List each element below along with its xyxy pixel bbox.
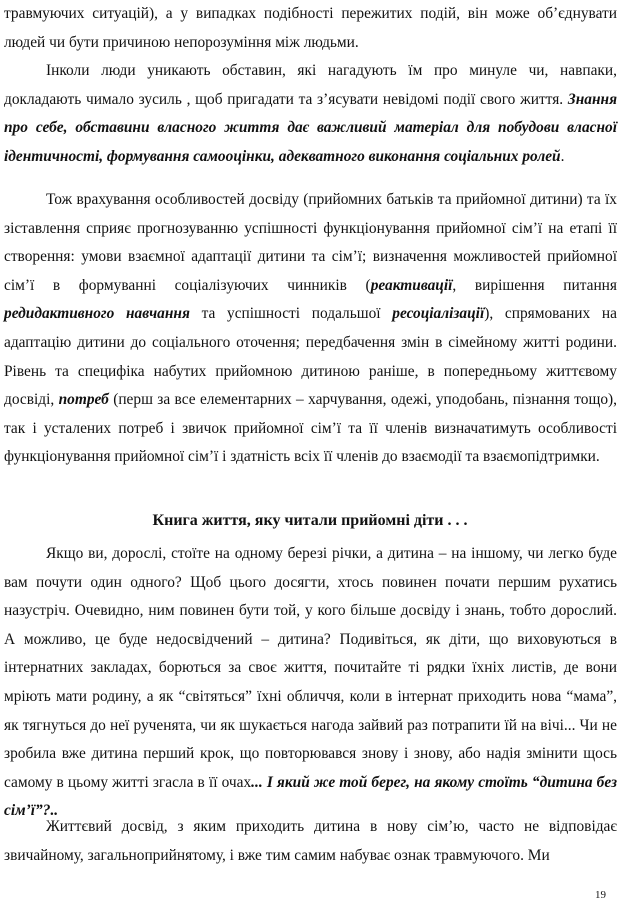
paragraph-self-knowledge [4, 57, 617, 171]
emphasis-redidactive-learning: редидактивного навчання [4, 305, 190, 323]
paragraph-river-metaphor [4, 540, 617, 826]
emphasis-needs: потреб [58, 391, 109, 409]
paragraph-intro-text: травмуючих ситуацій), а у випадках подібності пережитих подій, він може об’єднувати людей чи бути причиною непорозуміння між людьми. [4, 5, 617, 51]
paragraph-text: , вирішення питання [452, 276, 617, 294]
paragraph-text: (перш за все елементарних – харчування, одежі, уподобань, пізнання тощо), так і усталених потреб і звичок прийомної сім’ї та її членів визначатимуть особливості функціонування прийомної сім’ї і здатність всіх її членів до взаємодії та взаємопідтримки. [4, 391, 617, 466]
section-heading: Книга життя, яку читали прийомні діти . . . [152, 512, 468, 529]
paragraph-life-experience [4, 813, 617, 870]
paragraph-text: . [560, 147, 565, 165]
paragraph-text: та успішності подальшої [189, 305, 393, 323]
paragraph-experience [4, 186, 617, 472]
paragraph-text: Інколи люди уникають обставин, які нагадують їм про минуле чи, навпаки, докладають чимало зусиль , щоб пригадати та з’ясувати невідомі події свого життя. [4, 62, 617, 108]
emphasis-reactivation: реактивації [370, 276, 453, 294]
paragraph-text: ), спрямованих на адаптацію дитини до соціального оточення; передбачення змін в сімейному житті родини. Рівень та специфіка набутих прийомною дитиною раніше, в попередньому життєвому досвіді, [4, 305, 617, 409]
emphasis-text: Знання про себе, обставини власного життя дає важливий матеріал для побудови власної ідентичності, формування самооцінки, адекватного виконання соціальних ролей [4, 90, 617, 165]
paragraph-text: Життєвий досвід, з яким приходить дитина в нову сім’ю, часто не відповідає звичайному, загальноприйнятому, і вже тим самим набуває ознак травмуючого. Ми [4, 818, 617, 864]
page-number: 19 [595, 889, 606, 901]
paragraph-text: Тож врахування особливостей досвіду (прийомних батьків та прийомної дитини) та їх зіставлення сприяє прогнозуванню успішності функціонування прийомної сім’ї на етапі її створення: умови взаємної адаптації дитини та сім’ї; визначення можливостей прийомної сім’ї в формуванні соціалізуючих чинників ( [4, 191, 617, 294]
paragraph-intro [4, 0, 617, 57]
emphasis-question: ... І який же той берег, на якому стоїть “дитина без сім’ї”?.. [4, 773, 617, 820]
emphasis-resocialization: ресоціалізації [392, 305, 485, 323]
paragraph-text: Якщо ви, дорослі, стоїте на одному березі річки, а дитина – на іншому, чи легко буде вам почути один одного? Щоб цього досягти, хтось повинен почати першим рухатись назустріч. Очевидно, ним повинен бути той, у кого більше досвіду і знань, тобто дорослий. А можливо, це буде недосвідчений – дитина? Подивіться, як діти, що виховуються в інтернатних закладах, борються за своє життя, почитайте ті рядки їхніх листів, де вони мріють мати родину, а як “світяться” їхні обличчя, коли в інтернат приходить нова “мама”, як тягнуться до неї рученята, чи як шукається нагода зайвий раз потрапити їй на вічі... Чи не зробила вже дитина перший крок, що повторювався знову і знову, або надія змінити щось самому в цьому житті згасла в її очах [4, 545, 617, 791]
